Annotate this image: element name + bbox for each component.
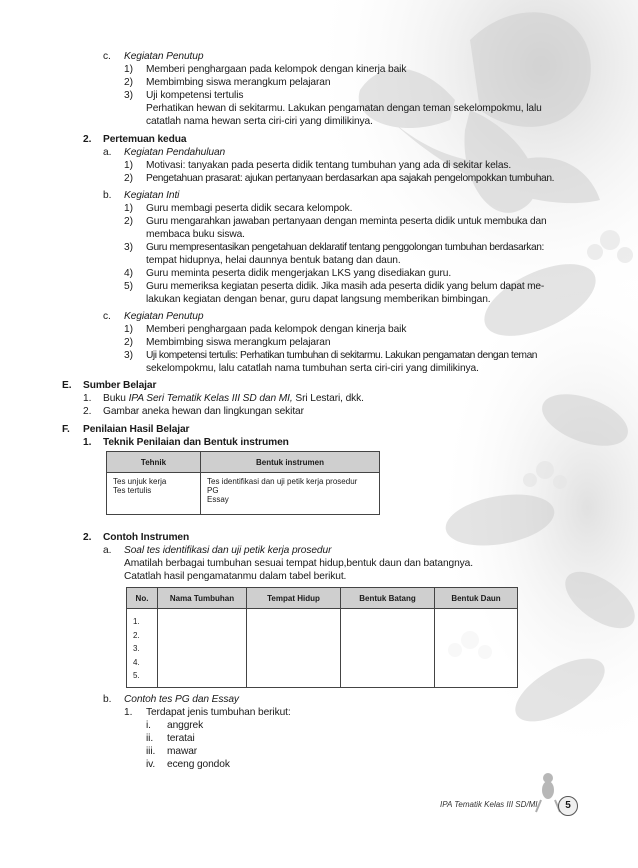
list-item: Guru memeriksa kegiatan peserta didik. Jika masih ada peserta didik yang belum dapat me-: [146, 281, 545, 292]
list-item: Guru mempresentasikan pengetahuan deklaratif tentang penggolongan tumbuhan berdasarkan:: [146, 242, 544, 253]
section-title: Kegiatan Penutup: [124, 311, 204, 322]
heading-title: Penilaian Hasil Belajar: [83, 424, 190, 435]
book-title: IPA Seri Tematik Kelas III SD dan MI,: [128, 393, 293, 404]
list-item-cont: tempat hidupnya, helai daunnya bentuk batang dan daun.: [146, 255, 401, 266]
section-title: Kegiatan Inti: [124, 190, 180, 201]
row-number: 1.: [133, 617, 140, 626]
list-item: Guru meminta peserta didik mengerjakan LKS yang disediakan guru.: [146, 268, 452, 279]
subheading-number: 2.: [83, 532, 92, 543]
table-cell: [107, 473, 201, 515]
list-item: Uji kompetensi tertulis: [146, 90, 244, 101]
list-item: Motivasi: tanyakan pada peserta didik tentang tumbuhan yang ada di sekitar kelas.: [146, 160, 512, 171]
list-item-number: 2.: [83, 406, 92, 417]
list-item: Uji kompetensi tertulis: Perhatikan tumbuhan di sekitarmu. Lakukan pengamatan dengan teman: [146, 350, 538, 361]
section-letter: b.: [103, 694, 112, 705]
list-item-number: 1): [124, 203, 133, 214]
list-item: Pengetahuan prasarat: ajukan pertanyaan berdasarkan apa sajakah pengelompokkan tumbuhan.: [146, 173, 555, 184]
option-text: eceng gondok: [167, 759, 230, 770]
section-letter: a.: [103, 147, 112, 158]
list-item-cont: lakukan kegiatan dengan benar, guru dapat langsung memberikan bimbingan.: [146, 294, 491, 305]
heading-number: 2.: [83, 134, 92, 145]
cell-line: Tes identifikasi dan uji petik kerja prosedur: [207, 477, 358, 486]
heading-letter: E.: [62, 380, 72, 391]
option-text: mawar: [167, 746, 198, 757]
option-text: anggrek: [167, 720, 204, 731]
list-item-number: 2): [124, 173, 133, 184]
list-item-number: 1): [124, 64, 133, 75]
table-header: Nama Tumbuhan: [158, 588, 247, 609]
observation-table: [126, 587, 518, 688]
table-cell: [341, 609, 435, 688]
paragraph-line: catatlah nama hewan serta ciri-ciri yang dimilikinya.: [146, 116, 373, 127]
list-item-number: 1.: [83, 393, 92, 404]
section-title: Contoh tes PG dan Essay: [124, 694, 239, 705]
cell-line: PG: [207, 486, 219, 495]
row-number: 5.: [133, 671, 140, 680]
footer-title: IPA Tematik Kelas III SD/MI: [440, 800, 538, 809]
section-title: Soal tes identifikasi dan uji petik kerja prosedur: [124, 545, 332, 556]
option-number: ii.: [146, 733, 154, 744]
cell-line: Tes tertulis: [113, 486, 152, 495]
option-text: teratai: [167, 733, 195, 744]
list-item-number: 3): [124, 90, 133, 101]
heading-title: Sumber Belajar: [83, 380, 157, 391]
paragraph-line: Catatlah hasil pengamatanmu dalam tabel berikut.: [124, 571, 347, 582]
option-number: iv.: [146, 759, 156, 770]
table-cell: [435, 609, 518, 688]
table-cell: [201, 473, 380, 515]
list-item-number: 1.: [124, 707, 133, 718]
row-number: 3.: [133, 644, 140, 653]
option-number: i.: [146, 720, 151, 731]
table-header: Tehnik: [107, 452, 201, 473]
table-header: Bentuk Batang: [341, 588, 435, 609]
section-letter: c.: [103, 51, 111, 62]
paragraph-line: Perhatikan hewan di sekitarmu. Lakukan pengamatan dengan teman sekelompokmu, lalu: [146, 103, 542, 114]
list-item: Membimbing siswa merangkum pelajaran: [146, 77, 331, 88]
list-item-number: 4): [124, 268, 133, 279]
table-cell: [127, 609, 158, 688]
table-cell: [247, 609, 341, 688]
text-span: Buku: [103, 393, 129, 404]
list-item-number: 2): [124, 77, 133, 88]
table-cell: [158, 609, 247, 688]
subheading-title: Teknik Penilaian dan Bentuk instrumen: [103, 437, 289, 448]
page-number: 5: [558, 796, 578, 816]
assessment-table: [106, 451, 380, 515]
list-item-number: 3): [124, 242, 133, 253]
list-item-cont: membaca buku siswa.: [146, 229, 245, 240]
subheading-title: Contoh Instrumen: [103, 532, 190, 543]
list-item: Gambar aneka hewan dan lingkungan sekitar: [103, 406, 304, 417]
section-title: Kegiatan Pendahuluan: [124, 147, 226, 158]
table-header: Tempat Hidup: [247, 588, 341, 609]
list-item: Memberi penghargaan pada kelompok dengan kinerja baik: [146, 64, 407, 75]
list-item-number: 3): [124, 350, 133, 361]
list-item: Membimbing siswa merangkum pelajaran: [146, 337, 331, 348]
section-letter: a.: [103, 545, 112, 556]
list-item: Terdapat jenis tumbuhan berikut:: [146, 707, 291, 718]
list-item-number: 2): [124, 337, 133, 348]
list-item: [103, 393, 364, 405]
heading-title: Pertemuan kedua: [103, 134, 187, 145]
list-item: Memberi penghargaan pada kelompok dengan kinerja baik: [146, 324, 407, 335]
list-item-number: 1): [124, 160, 133, 171]
list-item: Guru membagi peserta didik secara kelompok.: [146, 203, 353, 214]
list-item-number: 2): [124, 216, 133, 227]
text-span: Sri Lestari, dkk.: [292, 393, 364, 404]
cell-line: Tes unjuk kerja: [113, 477, 167, 486]
table-header: No.: [127, 588, 158, 609]
row-number: 4.: [133, 657, 140, 667]
section-letter: b.: [103, 190, 112, 201]
option-number: iii.: [146, 746, 156, 757]
section-letter: c.: [103, 311, 111, 322]
table-header: Bentuk Daun: [435, 588, 518, 609]
row-number: 2.: [133, 630, 140, 640]
subheading-number: 1.: [83, 437, 92, 448]
list-item: Guru mengarahkan jawaban pertanyaan dengan meminta peserta didik untuk membuka dan: [146, 216, 547, 227]
table-header: Bentuk instrumen: [201, 452, 380, 473]
heading-letter: F.: [62, 424, 70, 435]
cell-line: Essay: [207, 495, 229, 504]
list-item-cont: sekelompokmu, lalu catatlah nama tumbuhan serta ciri-ciri yang dimilikinya.: [146, 363, 479, 374]
paragraph-line: Amatilah berbagai tumbuhan sesuai tempat hidup,bentuk daun dan batangnya.: [124, 558, 473, 569]
section-title: Kegiatan Penutup: [124, 51, 204, 62]
list-item-number: 1): [124, 324, 133, 335]
list-item-number: 5): [124, 281, 133, 292]
